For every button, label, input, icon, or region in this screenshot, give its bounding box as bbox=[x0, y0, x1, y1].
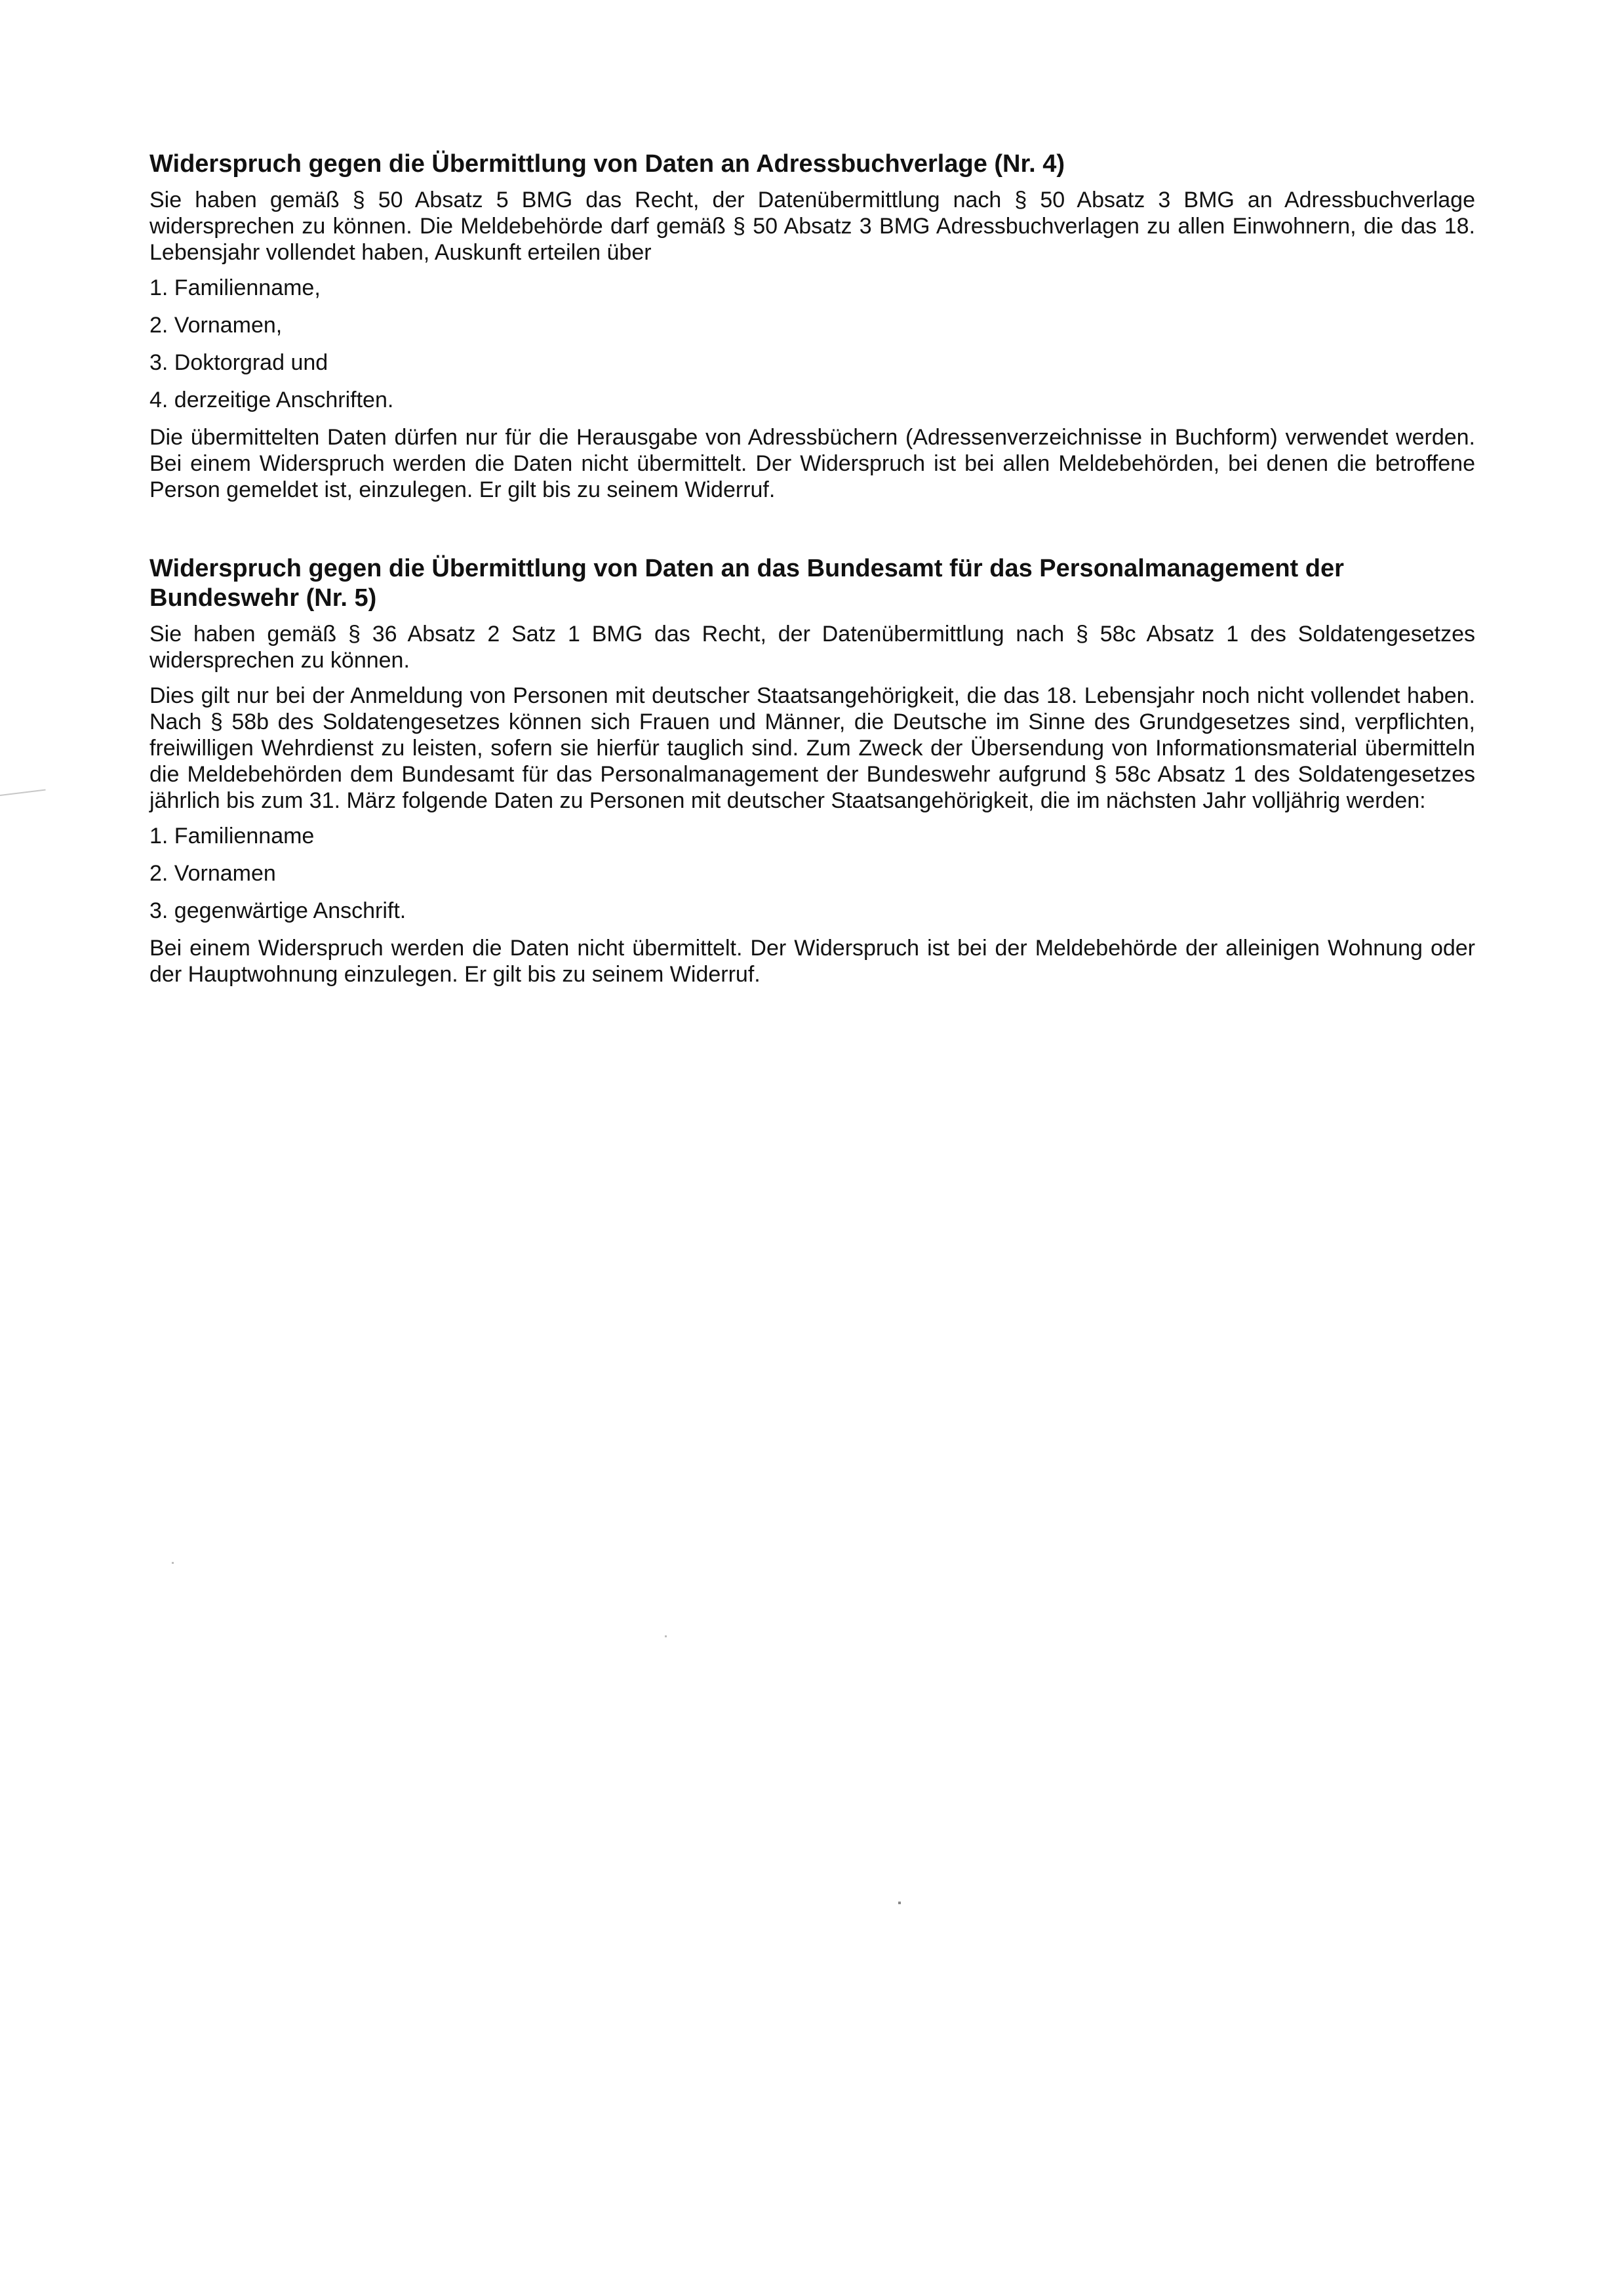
scan-speck bbox=[665, 1635, 667, 1637]
section-closing: Die übermittelten Daten dürfen nur für die Herausgabe von Adressbüchern (Adressenverzeichnisse in Buchform) verwendet werden. Bei einem Widerspruch werden die Daten nicht übermittelt. Der Widerspruch ist bei allen Meldebehörden, bei denen die betroffene Person gemeldet ist, einzulegen. Er gilt bis zu seinem Widerruf. bbox=[149, 425, 1475, 502]
list-item: 2. Vornamen bbox=[149, 861, 276, 886]
section-heading: Widerspruch gegen die Übermittlung von Daten an Adressbuchverlage (Nr. 4) bbox=[149, 150, 1065, 178]
scan-edge-mark bbox=[0, 789, 46, 796]
list-item: 3. gegenwärtige Anschrift. bbox=[149, 898, 406, 923]
data-list bbox=[149, 275, 1475, 413]
section-body: Dies gilt nur bei der Anmeldung von Personen mit deutscher Staatsangehörigkeit, die das 18. Lebensjahr noch nicht vollendet haben. Nach § 58b des Soldatengesetzes können sich Frauen und Männer, die Deutsche im Sinne des Grundgesetzes sind, verpflichten, freiwilligen Wehrdienst zu leisten, sofern sie hierfür tauglich sind. Zum Zweck der Übersendung von Informationsmaterial übermitteln die Meldebehörden dem Bundesamt für das Personalmanagement der Bundeswehr aufgrund § 58c Absatz 1 des Soldatengesetzes jährlich bis zum 31. März folgende Daten zu Personen mit deutscher Staatsangehörigkeit, die im nächsten Jahr volljährig werden: bbox=[149, 683, 1475, 813]
list-item: 4. derzeitige Anschriften. bbox=[149, 388, 394, 412]
section-intro: Sie haben gemäß § 50 Absatz 5 BMG das Recht, der Datenübermittlung nach § 50 Absatz 3 BMG an Adressbuchverlage widersprechen zu können. Die Meldebehörde darf gemäß § 50 Absatz 3 BMG Adressbuchverlagen zu allen Einwohnern, die das 18. Lebensjahr vollendet haben, Auskunft erteilen über bbox=[149, 188, 1475, 265]
scan-speck bbox=[898, 1902, 901, 1904]
section-closing: Bei einem Widerspruch werden die Daten nicht übermittelt. Der Widerspruch ist bei der Meldebehörde der alleinigen Wohnung oder der Hauptwohnung einzulegen. Er gilt bis zu seinem Widerruf. bbox=[149, 936, 1475, 987]
section-address-book-publishers bbox=[149, 150, 1475, 503]
section-bundeswehr bbox=[149, 554, 1475, 988]
data-list bbox=[149, 823, 1475, 924]
section-intro: Sie haben gemäß § 36 Absatz 2 Satz 1 BMG das Recht, der Datenübermittlung nach § 58c Absatz 1 des Soldatengesetzes widersprechen zu können. bbox=[149, 622, 1475, 673]
list-item: 3. Doktorgrad und bbox=[149, 350, 328, 375]
list-item: 1. Familienname, bbox=[149, 275, 321, 300]
scan-speck bbox=[172, 1562, 174, 1564]
list-item: 1. Familienname bbox=[149, 824, 315, 848]
list-item: 2. Vornamen, bbox=[149, 313, 283, 338]
document-page bbox=[149, 150, 1475, 997]
section-heading: Widerspruch gegen die Übermittlung von Daten an das Bundesamt für das Personalmanagement der Bundeswehr (Nr. 5) bbox=[149, 555, 1344, 612]
